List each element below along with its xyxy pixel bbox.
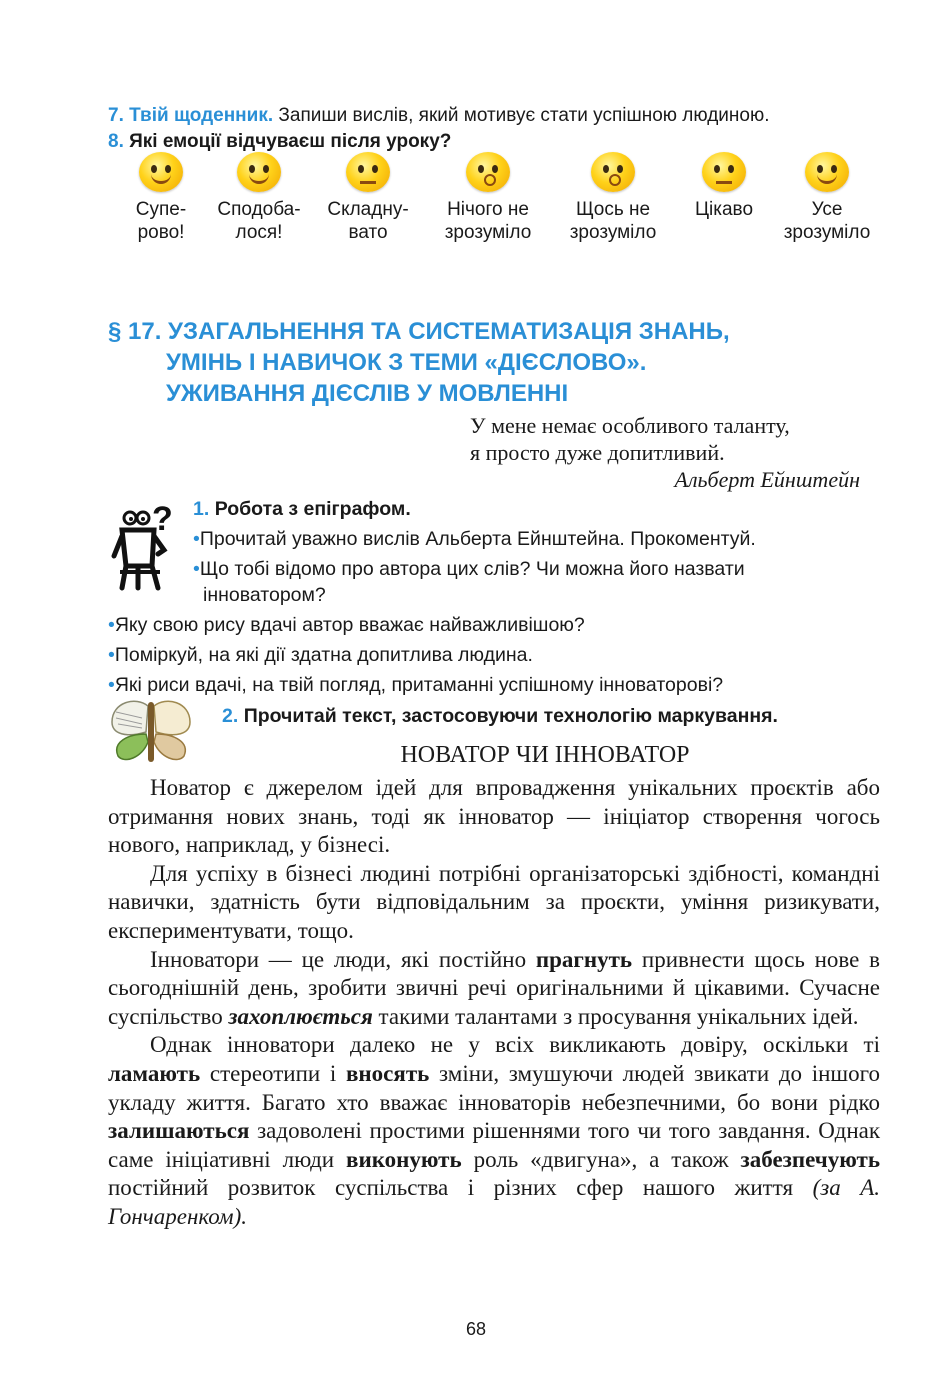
task-7 (108, 104, 770, 128)
emotion-label: зрозуміло (783, 222, 871, 243)
difficult-smiley-icon (346, 152, 390, 192)
epigraph-author: Альберт Ейнштейн (674, 467, 860, 492)
text-source: (за А. Гончаренком). (108, 1175, 881, 1229)
marked-word: забезпечують (740, 1146, 881, 1172)
emotion-label: Складну- (327, 199, 409, 220)
section-heading-line: § 17. УЗАГАЛЬНЕННЯ ТА СИСТЕМАТИЗАЦІЯ ЗНАНЬ, (108, 318, 730, 345)
task-8 (108, 130, 451, 154)
svg-text:?: ? (152, 500, 173, 538)
task-7-text: Запиши вислів, який мотивує стати успішною людиною. (278, 105, 770, 126)
emotion-label: зрозуміло (569, 222, 657, 243)
list-item-continuation: інноватором? (203, 584, 326, 606)
love-smiley-icon (805, 152, 849, 192)
marked-word: прагнуть (535, 946, 633, 972)
interested-smiley-icon (702, 152, 746, 192)
liked-smiley-icon (237, 152, 281, 192)
marked-word: захоплюється (228, 1003, 373, 1029)
text-title: НОВАТОР ЧИ ІННОВАТОР (400, 742, 690, 768)
emotion-label: вато (348, 222, 388, 243)
thinking-figure-icon (108, 496, 180, 592)
section-heading-line: УМІНЬ І НАВИЧОК З ТЕМИ «ДІЄСЛОВО». (166, 349, 647, 376)
emotion-label: Нічого не (447, 199, 529, 220)
exercise-2-number: 2. (222, 705, 239, 727)
emotion-label: Щось не (575, 199, 651, 220)
puzzled-smiley-icon (591, 152, 635, 192)
emotion-difficult (303, 152, 433, 244)
task-8-title: Які емоції відчуваєш після уроку? (129, 131, 452, 152)
paragraph: Інноватори — це люди, які постійно прагнуть привнести щось нове в сьогоднішній день, зробити звичні речі оригінальними й цікавими. Сучасне суспільство захоплюється такими талантами з просування унікальних ідей. (108, 946, 881, 1029)
emotion-label: Цікаво (694, 199, 754, 220)
epigraph-line: У мене немає особливого таланту, (470, 413, 790, 438)
paragraph: Однак інноватори далеко не у всіх викликають довіру, оскільки ті ламають стереотипи і вносять зміни, змушуючи людей звикати до іншого укладу життя. Багато хто вважає інноваторів небезпечними, бо вони рідко залишаються задоволені простими рішеннями того чи того завдання. Однак саме ініціативні люди виконують роль «двигуна», а також забезпечують постійний розвиток суспільства і різних сфер нашого життя (за А. Гончаренком). (108, 1032, 881, 1229)
task-8-number: 8. (108, 131, 124, 152)
marked-word: ламають (108, 1060, 201, 1086)
marked-word: вносять (346, 1060, 430, 1086)
exercise-1-heading: Робота з епіграфом. (214, 498, 411, 520)
marked-word: виконують (346, 1146, 462, 1172)
emotion-label: рово! (137, 222, 185, 243)
epigraph-line: я просто дуже допитливий. (470, 440, 725, 465)
task-7-title: 7. Твій щоденник. (108, 105, 274, 126)
emotion-label: Сподоба- (217, 199, 301, 220)
exercise-1-number: 1. (193, 498, 210, 520)
marked-word: залишаються (108, 1118, 250, 1144)
emotion-label: зрозуміло (444, 222, 532, 243)
exercise-1-title (193, 496, 411, 522)
paragraph: Новатор є джерелом ідей для впровадження унікальних проєктів або отримання нових знань, тоді як інноватор — ініціатор створення чогось нового, наприклад, у бізнесі. (108, 775, 880, 858)
section-heading-line: УЖИВАННЯ ДІЄСЛІВ У МОВЛЕННІ (166, 380, 569, 407)
list-item: •Поміркуй, на які дії здатна допитлива людина. (108, 644, 533, 666)
main-text (108, 774, 880, 1232)
emotion-label: Усе (811, 199, 843, 220)
emotion-confused (423, 152, 553, 244)
paragraph: Для успіху в бізнесі людині потрібні організаторські здібності, командні навички, здатність бути відповідальним за проєкти, уміння ризикувати, експериментувати, тощо. (108, 860, 880, 943)
section-heading (108, 316, 868, 409)
emotions-row (108, 152, 888, 252)
page-number: 68 (465, 1319, 487, 1339)
confused-smiley-icon (466, 152, 510, 192)
super-smiley-icon (139, 152, 183, 192)
butterfly-marking-icon (108, 698, 194, 764)
list-item: •Що тобі відомо про автора цих слів? Чи можна його назвати (193, 558, 745, 580)
exercise-2-title (222, 703, 778, 729)
epigraph (470, 412, 870, 493)
list-item: •Прочитай уважно вислів Альберта Ейнштейна. Прокоментуй. (193, 528, 756, 550)
emotion-understood (762, 152, 892, 244)
list-item: •Яку свою рису вдачі автор вважає найважливішою? (108, 614, 585, 636)
list-item: •Які риси вдачі, на твій погляд, притаманні успішному інноваторові? (108, 674, 724, 696)
emotion-label: лося! (235, 222, 283, 243)
emotion-label: Супе- (135, 199, 187, 220)
exercise-2-heading: Прочитай текст, застосовуючи технологію маркування. (243, 705, 778, 727)
